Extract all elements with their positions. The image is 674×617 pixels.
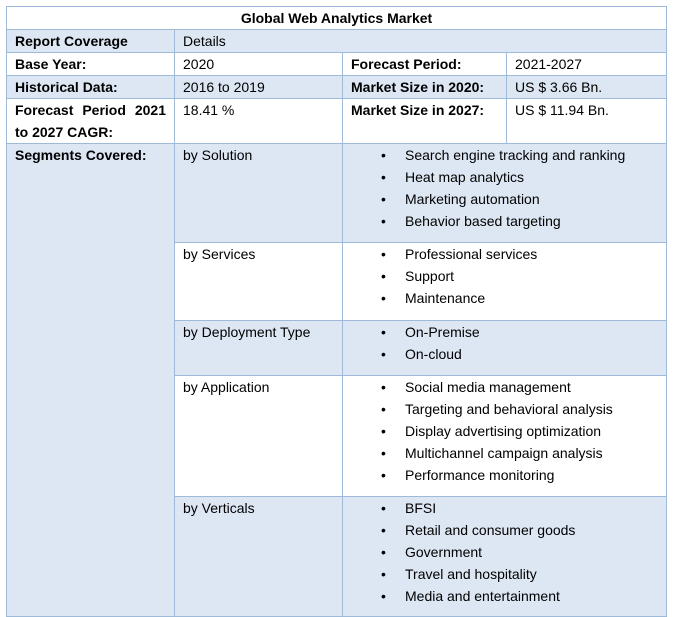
segment-items [343, 243, 667, 321]
header-details: Details [175, 30, 667, 53]
list-item: • Support [351, 265, 658, 287]
historical-data-value: 2016 to 2019 [175, 76, 343, 99]
header-report-coverage: Report Coverage [7, 30, 175, 53]
segment-list-services [351, 243, 658, 309]
list-item: • Social media management [351, 376, 658, 398]
segment-name: by Services [175, 243, 343, 321]
list-item: • Targeting and behavioral analysis [351, 398, 658, 420]
segment-name: by Verticals [175, 497, 343, 617]
list-item: • Multichannel campaign analysis [351, 442, 658, 464]
segment-name: by Solution [175, 144, 343, 243]
segment-list-application [351, 376, 658, 486]
table-title: Global Web Analytics Market [7, 7, 667, 30]
segment-list-solution [351, 144, 658, 232]
market-size-2020-value: US $ 3.66 Bn. [507, 76, 667, 99]
list-item: • On-cloud [351, 343, 658, 365]
market-size-2027-value: US $ 11.94 Bn. [507, 99, 667, 144]
list-item: • BFSI [351, 497, 658, 519]
forecast-period-value: 2021-2027 [507, 53, 667, 76]
list-item: • Maintenance [351, 287, 658, 309]
base-year-value: 2020 [175, 53, 343, 76]
segment-items [343, 497, 667, 617]
cagr-label [7, 99, 175, 144]
cagr-label-line2: to 2027 CAGR: [15, 124, 114, 140]
cagr-label-line1: Forecast Period 2021 [15, 102, 166, 118]
segment-name: by Application [175, 376, 343, 497]
forecast-period-label: Forecast Period: [343, 53, 507, 76]
segment-list-verticals [351, 497, 658, 607]
segments-covered-label: Segments Covered: [7, 144, 175, 617]
list-item: • Search engine tracking and ranking [351, 144, 658, 166]
segment-name: by Deployment Type [175, 321, 343, 376]
historical-data-label: Historical Data: [7, 76, 175, 99]
list-item: • Travel and hospitality [351, 563, 658, 585]
list-item: • Marketing automation [351, 188, 658, 210]
base-year-label: Base Year: [7, 53, 175, 76]
list-item: • Behavior based targeting [351, 210, 658, 232]
list-item: • Government [351, 541, 658, 563]
list-item: • On-Premise [351, 321, 658, 343]
market-size-2020-label: Market Size in 2020: [343, 76, 507, 99]
list-item: • Performance monitoring [351, 464, 658, 486]
segment-items [343, 144, 667, 243]
list-item: • Retail and consumer goods [351, 519, 658, 541]
list-item: • Heat map analytics [351, 166, 658, 188]
segment-items [343, 321, 667, 376]
list-item: • Media and entertainment [351, 585, 658, 607]
report-table [6, 6, 667, 617]
segment-list-deployment [351, 321, 658, 365]
market-size-2027-label: Market Size in 2027: [343, 99, 507, 144]
list-item: • Display advertising optimization [351, 420, 658, 442]
cagr-value: 18.41 % [175, 99, 343, 144]
list-item: • Professional services [351, 243, 658, 265]
segment-items [343, 376, 667, 497]
